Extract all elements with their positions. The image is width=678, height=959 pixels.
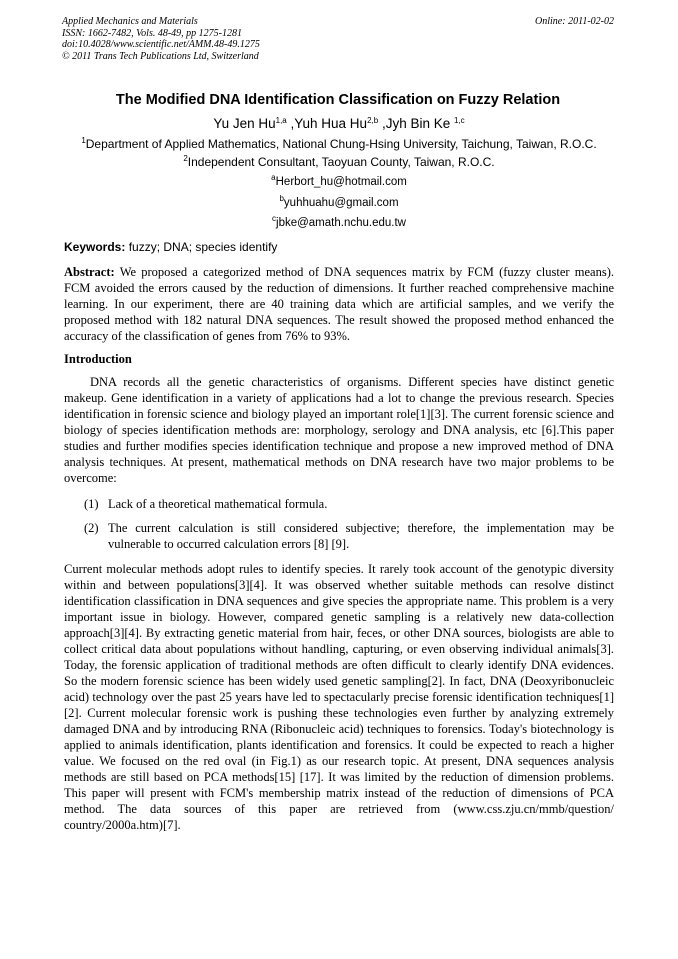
- abstract-paragraph: [64, 264, 614, 344]
- email-c: [0, 214, 678, 229]
- abstract-label: Abstract:: [64, 265, 115, 279]
- author-2-sup: 2,b: [367, 116, 379, 125]
- affiliation-2-text: Independent Consultant, Taoyuan County, Taiwan, R.O.C.: [187, 155, 495, 169]
- email-a: [0, 173, 678, 188]
- list-item-1-number: (1): [84, 497, 99, 511]
- author-1-sup: 1,a: [275, 116, 287, 125]
- copyright-line: © 2011 Trans Tech Publications Ltd, Switzerland: [62, 50, 259, 62]
- author-3-sup: 1,c: [453, 116, 465, 125]
- email-b-text[interactable]: yuhhuahu@gmail.com: [283, 197, 399, 209]
- author-3-name: ,Jyh Bin Ke: [378, 116, 454, 131]
- keywords-line: [64, 240, 277, 254]
- journal-name: Applied Mechanics and Materials: [62, 16, 198, 27]
- list-item-2: [84, 520, 614, 552]
- affiliation-2: [0, 155, 678, 169]
- list-item-2-text: The current calculation is still considered subjective; therefore, the implementation may be vulnerable to occurred calculation errors [8] [9].: [108, 521, 614, 551]
- list-item-1-text: Lack of a theoretical mathematical formula.: [108, 497, 328, 511]
- author-1-name: Yu Jen Hu: [213, 116, 276, 131]
- doi-line: doi:10.4028/www.scientific.net/AMM.48-49.1275: [62, 39, 260, 50]
- list-item-2-number: (2): [84, 521, 99, 535]
- keywords-label: Keywords:: [64, 240, 126, 254]
- online-date: Online: 2011-02-02: [535, 16, 614, 27]
- introduction-heading: Introduction: [64, 352, 132, 366]
- email-a-sup: a: [271, 173, 276, 182]
- affiliation-2-sup: 2: [183, 154, 188, 163]
- list-item-1: [84, 496, 614, 512]
- abstract-text: We proposed a categorized method of DNA sequences matrix by FCM (fuzzy cluster means). FCM avoided the errors caused by the reduction of dimensions. It further reached comprehensive machine learning. In our experiment, there are 40 training data which are artificial samples, and we verify the proposed method with 182 natural DNA sequences. The result showed the proposed method enhanced the accuracy of the classification of genes from 76% to 93%.: [64, 265, 614, 343]
- email-c-sup: c: [272, 214, 277, 223]
- author-2-name: ,Yuh Hua Hu: [286, 116, 368, 131]
- intro-paragraph-2: Current molecular methods adopt rules to identify species. It rarely took account of the genotypic diversity within and between populations[3][4]. It was observed whether suitable methods can resolve distinct identification classification in DNA sequences and give species the appropriate name. This problem is a very important issue in biology. However, compared genetic sampling is a relatively new data-collection approach[3][4]. By extracting genetic material from hair, feces, or other DNA sources, biologists are able to collect critical data about populations without handling, capturing, or even observing individual animals[3]. Today, the forensic application of traditional methods are often difficult to clearly identify DNA evidences. So the modern forensic science has been widely used genetic sampling[2]. In fact, DNA (Deoxyribonucleic acid) technology over the past 25 years have led to spectacularly precise forensic identification techniques[1][2]. Current molecular forensic work is pushing these technologies even further by analyzing extremely damaged DNA and by introducing RNA (Ribonucleic acid) techniques to forensics. Today's biotechnology is applied to animals identification, plants identification and forensics. It could be expected to reach a higher value. We focused on the red oval (in Fig.1) as our research topic. At present, DNA sequences analysis methods are still based on PCA methods[15] [17]. It was limited by the reduction of dimension problems. This paper will present with FCM's membership matrix instead of the reduction of dimensions of PCA method. The data sources of this paper are retrieved from (www.css.zju.cn/mmb/question/ country/2000a.htm)[7].: [64, 562, 614, 832]
- author-list: [0, 116, 678, 131]
- affiliation-1-sup: 1: [81, 136, 86, 145]
- paper-title: The Modified DNA Identification Classification on Fuzzy Relation: [115, 92, 561, 108]
- email-c-text[interactable]: jbke@amath.nchu.edu.tw: [276, 217, 406, 229]
- email-b-sup: b: [279, 194, 284, 203]
- affiliation-1: [0, 137, 678, 151]
- keywords-text: fuzzy; DNA; species identify: [125, 240, 278, 254]
- issn-line: ISSN: 1662-7482, Vols. 48-49, pp 1275-1281: [62, 27, 242, 39]
- affiliation-1-text: Department of Applied Mathematics, National Chung-Hsing University, Taichung, Taiwan, R.O.C.: [85, 137, 597, 151]
- email-a-text[interactable]: Herbort_hu@hotmail.com: [275, 176, 407, 188]
- journal-header: [62, 16, 614, 62]
- email-b: [0, 194, 678, 209]
- intro-paragraph-1: DNA records all the genetic characteristics of organisms. Different species have distinct genetic makeup. Gene identification in a variety of applications had a lot to change the previous research. Species identification in forensic science and biology played an important role[1][3]. The current forensic science and biology of species identification methods are: morphology, serology and DNA analysis, etc [6].This paper studies and further modifies species identification technique and propose a new improved method of DNA analysis techniques. At present, mathematical methods on DNA research have two major problems to be overcome:: [64, 375, 614, 485]
